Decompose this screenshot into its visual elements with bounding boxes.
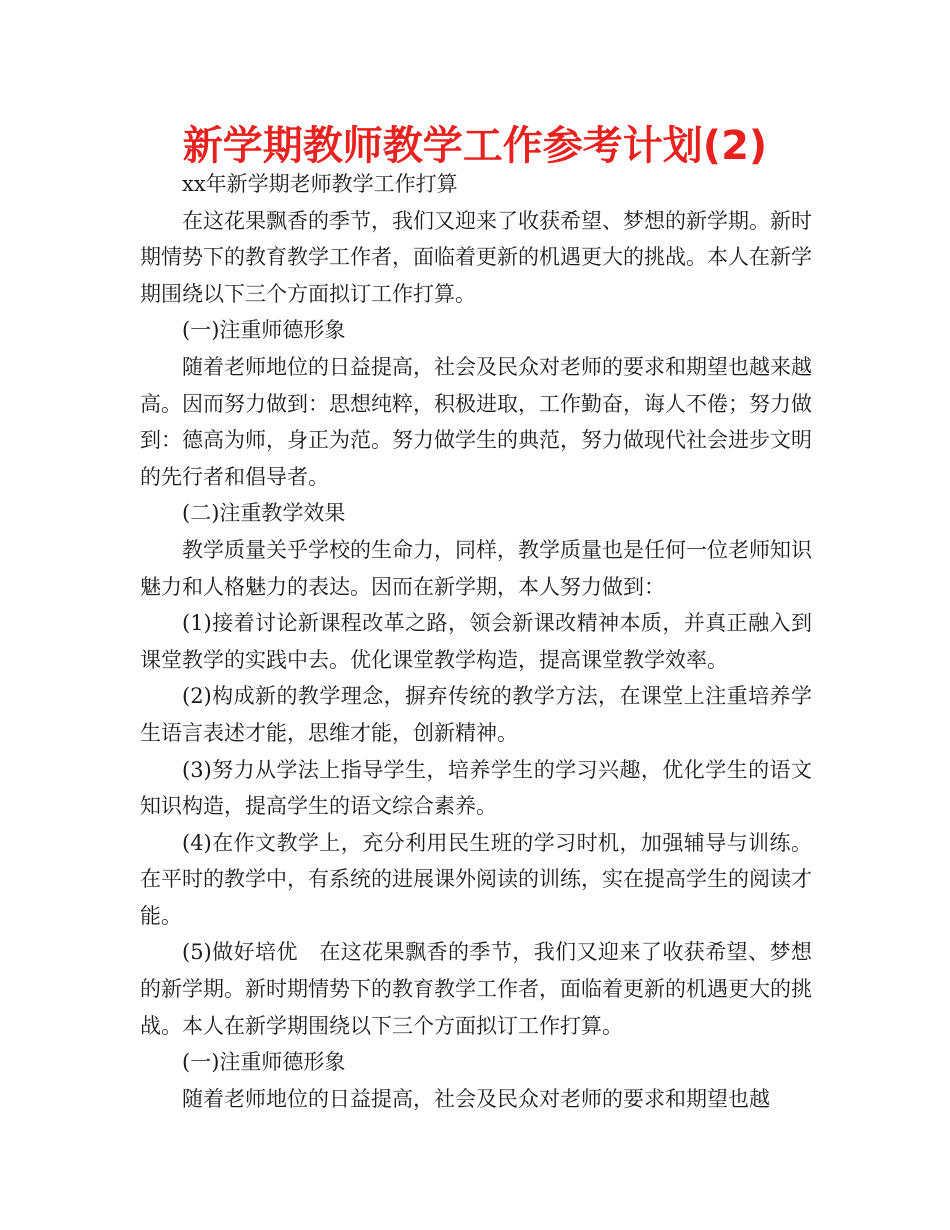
paragraph-teaching-quality: 教学质量关乎学校的生命力，同样，教学质量也是任何一位老师知识魅力和人格魅力的表达。因而在新学期，本人努力做到：	[140, 537, 812, 599]
list-item-5: (5)做好培优 在这花果飘香的季节，我们又迎来了收获希望、梦想的新学期。新时期情势下的教育教学工作者，面临着更新的机遇更大的挑战。本人在新学期围绕以下三个方面拟订工作打算。	[140, 940, 812, 1038]
list-item-4: (4)在作文教学上，充分利用民生班的学习时机，加强辅导与训练。在平时的教学中，有系统的进展课外阅读的训练，实在提高学生的阅读才能。	[140, 830, 812, 928]
paragraph-intro: 在这花果飘香的季节，我们又迎来了收获希望、梦想的新学期。新时期情势下的教育教学工作者，面临着更新的机遇更大的挑战。本人在新学期围绕以下三个方面拟订工作打算。	[140, 208, 812, 306]
list-item-2: (2)构成新的教学理念，摒弃传统的教学方法，在课堂上注重培养学生语言表述才能，思维才能，创新精神。	[140, 684, 812, 745]
list-item-3: (3)努力从学法上指导学生，培养学生的学习兴趣，优化学生的语文知识构造，提高学生的语文综合素养。	[140, 757, 812, 819]
section-heading-ethics-repeat: (一)注重师德形象	[182, 1050, 346, 1075]
paragraph-ethics: 随着老师地位的日益提高，社会及民众对老师的要求和期望也越来越高。因而努力做到：思想纯粹，积极进取，工作勤奋，诲人不倦；努力做到：德高为师，身正为范。努力做学生的典范，努力做现代社会进步文明的先行者和倡导者。	[140, 354, 812, 489]
section-heading-ethics: (一)注重师德形象	[182, 318, 346, 343]
paragraph-ethics-repeat: 随着老师地位的日益提高，社会及民众对老师的要求和期望也越	[182, 1086, 770, 1111]
document-body	[140, 166, 812, 1117]
section-heading-teaching-effect: (二)注重教学效果	[182, 501, 346, 526]
list-item-1: (1)接着讨论新课程改革之路，领会新课改精神本质，并真正融入到课堂教学的实践中去。优化课堂教学构造，提高课堂教学效率。	[140, 611, 812, 672]
paragraph-plan-heading: xx年新学期老师教学工作打算	[182, 172, 458, 196]
document-title: 新学期教师教学工作参考计划(2)	[182, 123, 768, 169]
